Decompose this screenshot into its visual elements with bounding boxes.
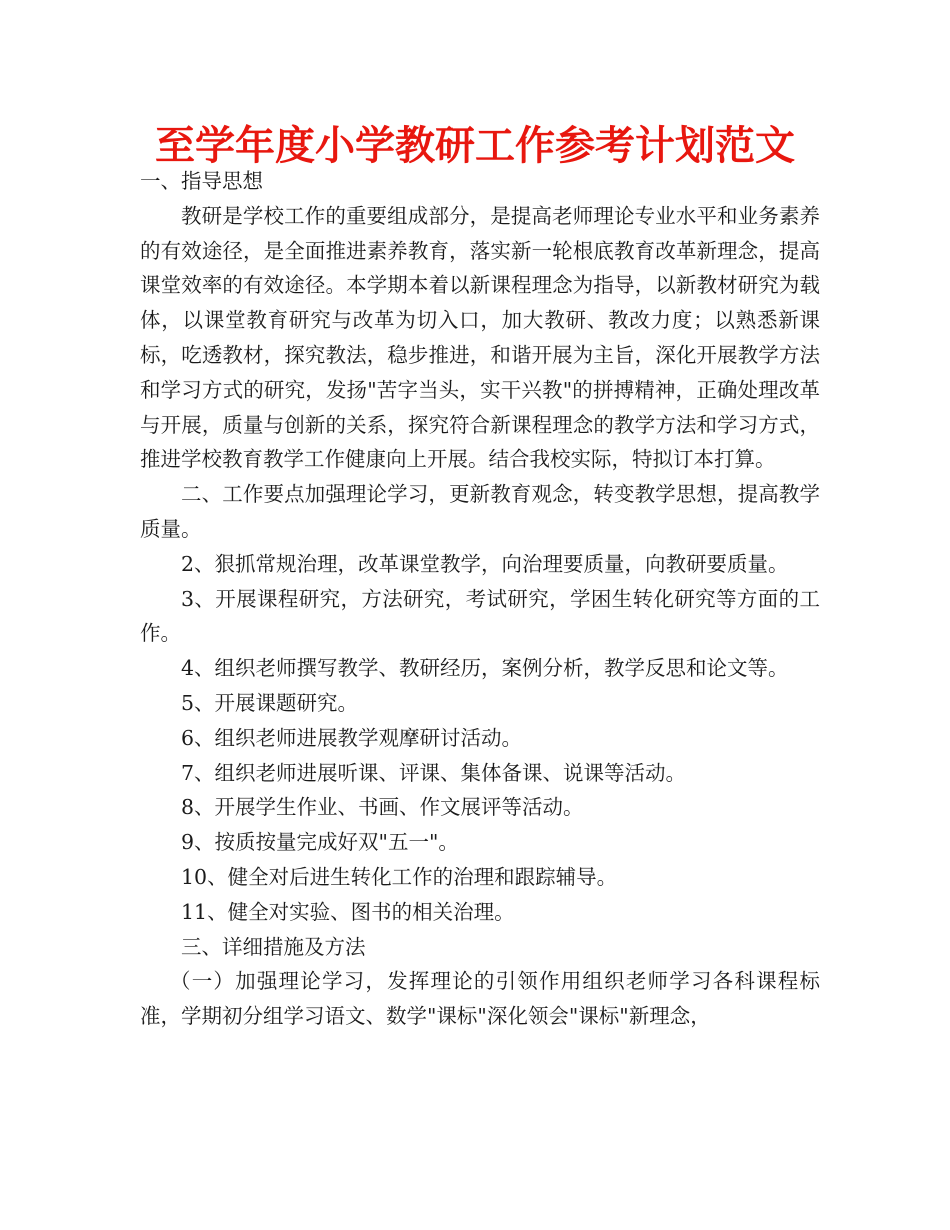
document-title: 至学年度小学教研工作参考计划范文: [155, 123, 795, 169]
paragraph-guiding-thought: 教研是学校工作的重要组成部分，是提高老师理论专业水平和业务素养的有效途径，是全面推进素养教育，落实新一轮根底教育改革新理念，提高课堂效率的有效途径。本学期本着以新课程理念为指导，以新教材研究为载体，以课堂教育研究与改革为切入口，加大教研、教改力度；以熟悉新课标，吃透教材，探究教法，稳步推进，和谐开展为主旨，深化开展教学方法和学习方式的研究，发扬"苦字当头，实干兴教"的拼搏精神，正确处理改革与开展，质量与创新的关系，探究符合新课程理念的教学方法和学习方式，推进学校教育教学工作健康向上开展。结合我校实际，特拟订本打算。: [140, 203, 820, 472]
paragraph-work-point-5: 5、开展课题研究。: [181, 690, 359, 715]
section-heading-measures: 三、详细措施及方法: [181, 934, 366, 959]
paragraph-work-point-3: 3、开展课程研究，方法研究，考试研究，学困生转化研究等方面的工作。: [140, 586, 820, 646]
paragraph-work-point-11: 11、健全对实验、图书的相关治理。: [181, 899, 515, 924]
section-heading-guiding-thought: 一、指导思想: [140, 169, 263, 193]
paragraph-work-point-4: 4、组织老师撰写教学、教研经历，案例分析，教学反思和论文等。: [181, 656, 789, 681]
paragraph-work-point-10: 10、健全对后进生转化工作的治理和跟踪辅导。: [181, 864, 618, 889]
paragraph-work-point-1: 二、工作要点加强理论学习，更新教育观念，转变教学思想，提高教学质量。: [140, 482, 820, 541]
paragraph-measure-1: （一）加强理论学习，发挥理论的引领作用组织老师学习各科课程标准，学期初分组学习语文、数学"课标"深化领会"课标"新理念，: [140, 969, 820, 1029]
paragraph-work-point-2: 2、狠抓常规治理，改革课堂教学，向治理要质量，向教研要质量。: [181, 551, 789, 576]
paragraph-work-point-9: 9、按质按量完成好双"五一"。: [181, 830, 459, 855]
paragraph-work-point-7: 7、组织老师进展听课、评课、集体备课、说课等活动。: [181, 760, 687, 785]
paragraph-work-point-6: 6、组织老师进展教学观摩研讨活动。: [181, 725, 523, 750]
document-body: [140, 164, 820, 1034]
paragraph-work-point-8: 8、开展学生作业、书画、作文展评等活动。: [181, 795, 584, 820]
